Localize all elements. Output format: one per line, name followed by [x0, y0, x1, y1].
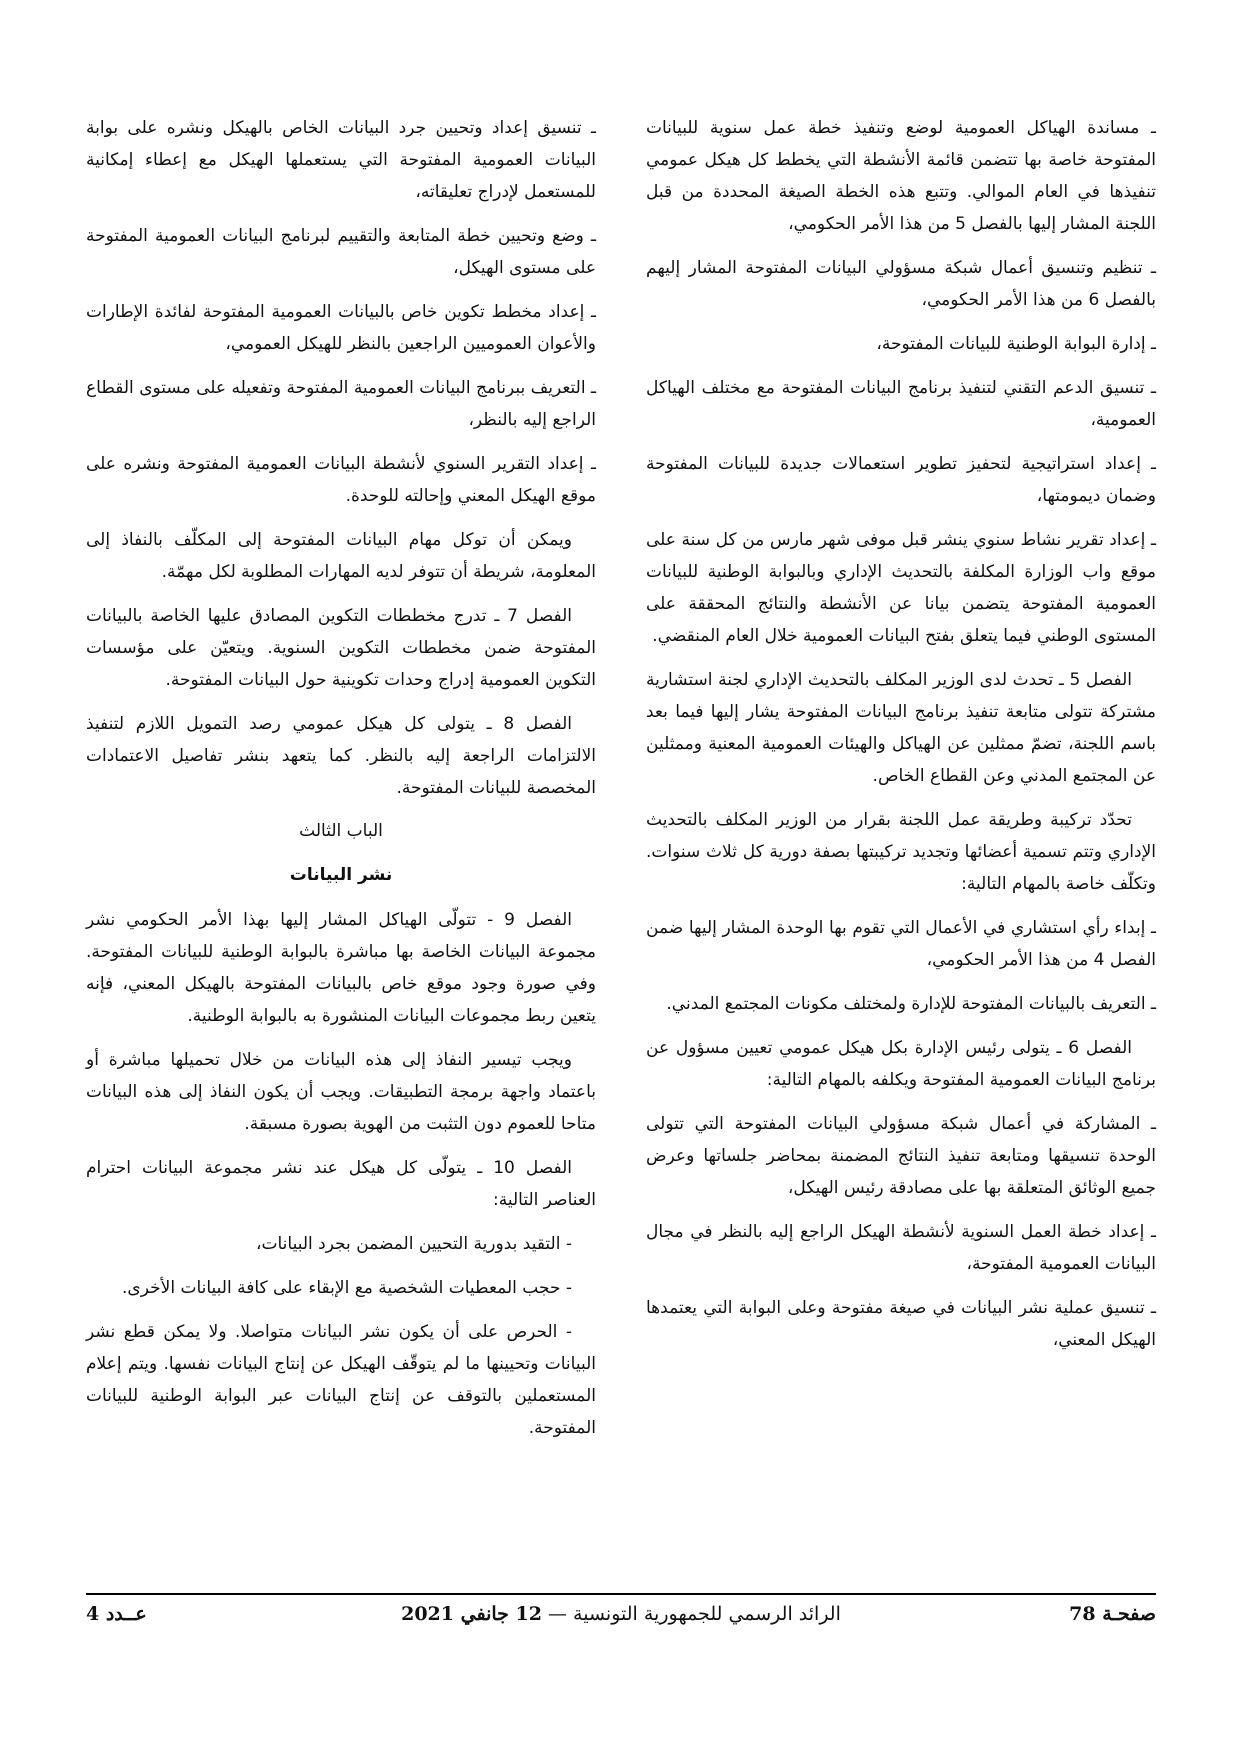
paragraph: ـ مساندة الهياكل العمومية لوضع وتنفيذ خطة عمل سنوية للبيانات المفتوحة خاصة بها تتضمن قائمة الأنشطة التي يخطط كل هيكل عمومي تنفيذها في العام الموالي. وتتبع هذه الخطة الصيغة المحددة من قبل اللجنة المشار إليها بالفصل 5 من هذا الأمر الحكومي،: [646, 118, 1156, 234]
paragraph: ـ تنسيق الدعم التقني لتنفيذ برنامج البيانات المفتوحة مع مختلف الهياكل العمومية،: [646, 378, 1156, 430]
issue-number: عــدد 4: [86, 1603, 147, 1625]
list-item: - حجب المعطيات الشخصية مع الإبقاء على كافة البيانات الأخرى.: [122, 1278, 572, 1298]
paragraph: ـ إدارة البوابة الوطنية للبيانات المفتوحة،: [876, 334, 1156, 354]
paragraph: ـ إعداد مخطط تكوين خاص بالبيانات العمومية المفتوحة لفائدة الإطارات والأعوان العموميين الراجعين بالنظر للهيكل العمومي،: [86, 302, 596, 354]
paragraph: ـ إعداد التقرير السنوي لأنشطة البيانات العمومية المفتوحة ونشره على موقع الهيكل المعني وإحالته للوحدة.: [86, 454, 596, 506]
paragraph: ويجب تيسير النفاذ إلى هذه البيانات من خلال تحميلها مباشرة أو باعتماد واجهة برمجة التطبيقات. ويجب أن يكون النفاذ إلى هذه البيانات متاحا للعموم دون التثبت من الهوية بصورة مسبقة.: [86, 1050, 596, 1134]
paragraph: ـ إعداد استراتيجية لتحفيز تطوير استعمالات جديدة للبيانات المفتوحة وضمان ديمومتها،: [646, 454, 1156, 506]
paragraph: ـ إعداد تقرير نشاط سنوي ينشر قبل موفى شهر مارس من كل سنة على موقع واب الوزارة المكلفة بالتحديث الإداري وبالبوابة الوطنية للبيانات العمومية المفتوحة يتضمن بيانا عن الأنشطة والنتائج المحققة على المستوى الوطني فيما يتعلق بفتح البيانات العمومية خلال العام المنقضي.: [646, 530, 1156, 646]
journal-title: [86, 1603, 1156, 1625]
paragraph: ـ إبداء رأي استشاري في الأعمال التي تقوم بها الوحدة المشار إليها ضمن الفصل 4 من هذا الأمر الحكومي،: [646, 918, 1156, 970]
paragraph: ـ التعريف ببرنامج البيانات العمومية المفتوحة وتفعيله على مستوى القطاع الراجع إليه بالنظر،: [86, 378, 596, 430]
issue-date: 12 جانفي 2021: [401, 1603, 542, 1625]
publication-name: الرائد الرسمي للجمهورية التونسية —: [548, 1603, 841, 1625]
footer-divider: [86, 1593, 1156, 1595]
paragraph: ـ وضع وتحيين خطة المتابعة والتقييم لبرنامج البيانات العمومية المفتوحة على مستوى الهيكل،: [86, 226, 596, 278]
paragraph: ـ التعريف بالبيانات المفتوحة للإدارة ولمختلف مكونات المجتمع المدني.: [666, 994, 1156, 1014]
article-5: الفصل 5 ـ تحدث لدى الوزير المكلف بالتحديث الإداري لجنة استشارية مشتركة تتولى متابعة تنفيذ برنامج البيانات المفتوحة يشار إليها فيما بعد باسم اللجنة، تضمّ ممثلين عن الهياكل والهيئات العمومية المعنية وممثلين عن المجتمع المدني وعن القطاع الخاص.: [646, 670, 1156, 786]
paragraph: تحدّد تركيبة وطريقة عمل اللجنة بقرار من الوزير المكلف بالتحديث الإداري وتتم تسمية أعضائها وتجديد تركيبتها بصفة دورية كل ثلاث سنوات. وتكلّف خاصة بالمهام التالية:: [646, 810, 1156, 894]
list-item: - التقيد بدورية التحيين المضمن بجرد البيانات،: [255, 1234, 572, 1254]
paragraph: ـ تنسيق إعداد وتحيين جرد البيانات الخاص بالهيكل ونشره على بوابة البيانات العمومية المفتوحة التي يستعملها الهيكل مع إعطاء إمكانية للمستعمل لإدراج تعليقاته،: [86, 118, 596, 202]
article-6: الفصل 6 ـ يتولى رئيس الإدارة بكل هيكل عمومي تعيين مسؤول عن برنامج البيانات العمومية المفتوحة ويكلفه بالمهام التالية:: [646, 1038, 1156, 1090]
section-title: نشر البيانات: [289, 865, 393, 885]
left-column: [86, 112, 596, 1456]
page-footer: [86, 1603, 1156, 1639]
article-8: الفصل 8 ـ يتولى كل هيكل عمومي رصد التمويل اللازم لتنفيذ الالتزامات الراجعة إليه بالنظر. كما يتعهد بنشر تفاصيل الاعتمادات المخصصة للبيانات المفتوحة.: [86, 714, 596, 798]
article-7: الفصل 7 ـ تدرج مخططات التكوين المصادق عليها الخاصة بالبيانات المفتوحة ضمن مخططات التكوين السنوية. ويتعيّن على مؤسسات التكوين العمومية إدراج وحدات تكوينية حول البيانات المفتوحة.: [86, 606, 596, 690]
right-column: [646, 112, 1156, 1368]
paragraph: ـ تنظيم وتنسيق أعمال شبكة مسؤولي البيانات المفتوحة المشار إليهم بالفصل 6 من هذا الأمر الحكومي،: [646, 258, 1156, 310]
article-9: الفصل 9 - تتولّى الهياكل المشار إليها بهذا الأمر الحكومي نشر مجموعة البيانات الخاصة بها مباشرة بالبوابة الوطنية للبيانات المفتوحة. وفي صورة وجود موقع خاص بالبيانات المفتوحة بالهيكل المعني، فإنه يتعين ربط مجموعات البيانات المنشورة به بالبوابة الوطنية.: [86, 910, 596, 1026]
page-number: صفحـة 78: [1069, 1603, 1156, 1625]
article-10: الفصل 10 ـ يتولّى كل هيكل عند نشر مجموعة البيانات احترام العناصر التالية:: [86, 1158, 596, 1210]
document-page: [86, 112, 1156, 1582]
paragraph: ـ إعداد خطة العمل السنوية لأنشطة الهيكل الراجع إليه بالنظر في مجال البيانات العمومية المفتوحة،: [646, 1222, 1156, 1274]
paragraph: ـ تنسيق عملية نشر البيانات في صيغة مفتوحة وعلى البوابة التي يعتمدها الهيكل المعني،: [646, 1298, 1156, 1350]
paragraph: ـ المشاركة في أعمال شبكة مسؤولي البيانات المفتوحة التي تتولى الوحدة تنسيقها ومتابعة تنفيذ النتائج المضمنة بمحاضر جلساتها وعرض جميع الوثائق المتعلقة بها على مصادقة رئيس الهيكل،: [646, 1114, 1156, 1198]
list-item: - الحرص على أن يكون نشر البيانات متواصلا. ولا يمكن قطع نشر البيانات وتحيينها ما لم يتوقّف الهيكل عن إنتاج البيانات نفسها. ويتم إعلام المستعملين بالتوقف عن إنتاج البيانات عبر البوابة الوطنية للبيانات المفتوحة.: [86, 1322, 596, 1438]
chapter-heading: الباب الثالث: [299, 821, 383, 841]
paragraph: ويمكن أن توكل مهام البيانات المفتوحة إلى المكلّف بالنفاذ إلى المعلومة، شريطة أن تتوفر لديه المهارات المطلوبة لكل مهمّة.: [86, 530, 596, 582]
